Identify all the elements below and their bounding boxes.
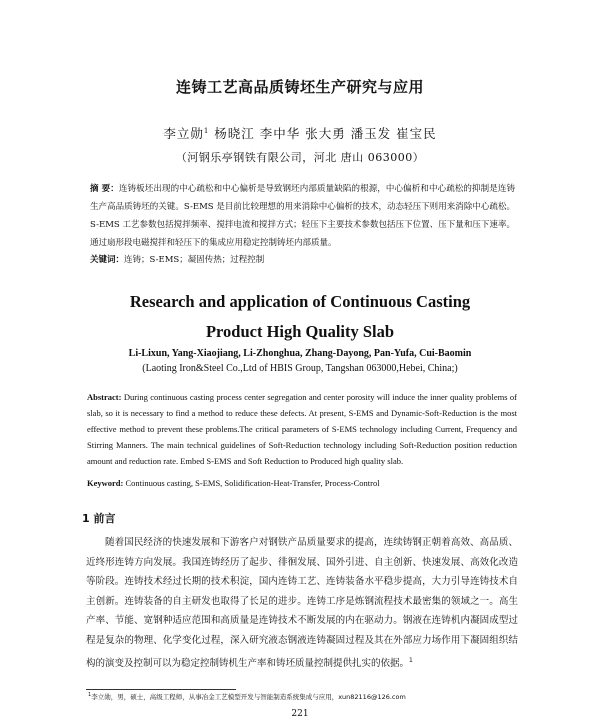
chinese-abstract-label: 摘 要：	[90, 184, 119, 194]
chinese-keywords-text: 连铸；S-EMS；凝固传热；过程控制	[124, 255, 265, 265]
chinese-keywords	[90, 253, 515, 265]
english-abstract-text: During continuous casting process center segregation and center porosity will induce the inner quality problems of slab, so it is necessary to find a method to reduce these defects. At present, S-EMS and Dynamic-Soft-Reduction is the most effective method to prevent these problems.The critical parameters of S-EMS technology including Current, Frequency and Stirring Manners. The main technical guidelines of Soft-Reduction technology including Soft-Reduction position reduction amount and reduction rate. Embed S-EMS and Soft Reduction to Produced high quality slab.	[87, 392, 517, 466]
footnote	[88, 692, 518, 701]
introduction-paragraph	[86, 533, 518, 673]
english-keywords	[87, 478, 517, 488]
footnote-divider	[86, 689, 236, 690]
english-title-line-2: Product High Quality Slab	[205, 322, 395, 341]
author-footnote-marker: 1	[203, 126, 210, 135]
chinese-affiliation: （河钢乐亭钢铁有限公司，河北 唐山 063000）	[175, 151, 425, 164]
citation-marker: 1	[409, 656, 413, 664]
page-number: 221	[291, 709, 309, 719]
chinese-abstract	[90, 180, 515, 252]
english-abstract-label: Abstract:	[87, 392, 122, 402]
first-author-name: 李立勋	[163, 126, 204, 141]
english-title	[0, 287, 600, 347]
footnote-marker: 1	[88, 692, 92, 698]
english-affiliation: (Laoting Iron&Steel Co.,Ltd of HBIS Group, Tangshan 063000,Hebei, China;)	[142, 363, 458, 374]
chinese-title: 连铸工艺高品质铸坯生产研究与应用	[175, 78, 424, 96]
introduction-text: 随着国民经济的快速发展和下游客户对钢铁产品质量要求的提高，连续铸钢正朝着高效、高品质、近终形连铸方向发展。我国连铸经历了起步、徘徊发展、国外引进、自主创新、快速发展、高效化改造等阶段。连铸技术经过长期的技术积淀，国内连铸工艺、连铸装备水平稳步提高，大力引导连铸技术自主创新。连铸装备的自主研发也取得了长足的进步。连铸工序是炼钢流程技术最密集的领域之一。高生产率、节能、宽钢种适应范围和高质量是连铸技术不断发展的内在驱动力。钢液在连铸机内凝固成型过程是复杂的物理、化学变化过程，深入研究液态钢液连铸凝固过程及其在外部应力场作用下凝固组织结构的演变及控制可以为稳定控制铸机生产率和铸坯质量控制提供扎实的依据。	[86, 537, 518, 669]
footnote-text: 李立勋，男，硕士，高级工程师，从事冶金工艺模型开发与智能制造系统集成与应用，xun82116@126.com	[91, 693, 406, 702]
other-authors: 杨晓江 李中华 张大勇 潘玉发 崔宝民	[209, 126, 437, 141]
chinese-keywords-label: 关键词：	[90, 255, 125, 265]
english-keywords-label: Keyword:	[87, 478, 124, 488]
chinese-abstract-text: 连铸板坯出现的中心疏松和中心偏析是导致钢坯内部质量缺陷的根源，中心偏析和中心疏松的抑制是连铸生产高品质铸坯的关键。S-EMS 是目前比较理想的用来消除中心偏析的技术，动态轻压下则用来消除中心疏松。S-EMS 工艺参数包括搅拌频率、搅拌电流和搅拌方式；轻压下主要技术参数包括压下位置、压下量和压下速率。通过扇形段电磁搅拌和轻压下的集成应用稳定控制铸坯内部质量。	[90, 184, 515, 248]
english-abstract	[87, 389, 517, 469]
section-heading-introduction: 1 前言	[82, 512, 116, 525]
chinese-authors	[0, 124, 600, 142]
english-title-line-1: Research and application of Continuous Casting	[129, 292, 471, 311]
english-keywords-text: Continuous casting, S-EMS, Solidification-Heat-Transfer, Process-Control	[123, 478, 380, 488]
english-authors: Li-Lixun, Yang-Xiaojiang, Li-Zhonghua, Zhang-Dayong, Pan-Yufa, Cui-Baomin	[128, 348, 472, 359]
